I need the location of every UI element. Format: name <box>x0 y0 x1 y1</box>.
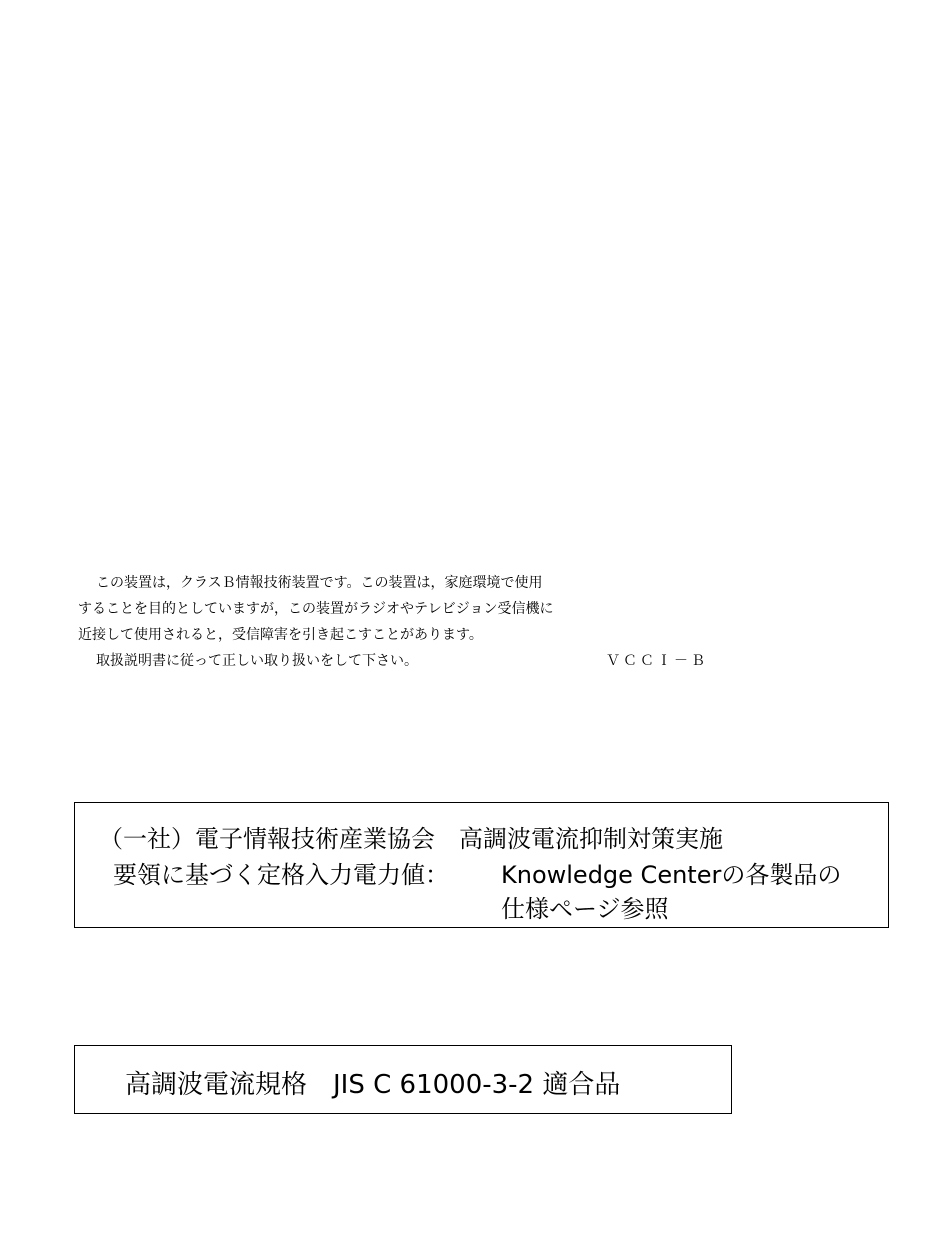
vcci-notice-line-1: この装置は，クラスＢ情報技術装置です。この装置は，家庭環境で使用 <box>96 575 543 591</box>
vcci-notice-line-4 <box>78 648 708 674</box>
vcci-notice-line-2: することを目的としていますが，この装置がラジオやテレビジョン受信機に <box>78 601 554 617</box>
vcci-class-mark: ＶＣＣＩ－Ｂ <box>606 653 708 669</box>
rated-input-power-label: 要領に基づく定格入力電力値： <box>113 861 449 889</box>
harmonic-notice-heading: （一社）電子情報技術産業協会 高調波電流抑制対策実施 <box>99 825 723 853</box>
rated-input-power-value-line-1: Knowledge Centerの各製品の <box>501 861 842 889</box>
vcci-instruction-text: 取扱説明書に従って正しい取り扱いをして下さい。 <box>96 653 418 669</box>
jis-compliance-box <box>74 1045 732 1114</box>
rated-input-power-value-line-2: 仕様ページ参照 <box>501 895 669 923</box>
jis-compliance-text: 高調波電流規格 JIS C 61000-3-2 適合品 <box>125 1070 621 1100</box>
vcci-notice <box>78 570 708 674</box>
vcci-notice-line-3: 近接して使用されると，受信障害を引き起こすことがあります。 <box>78 627 483 643</box>
harmonic-rating-notice-box <box>74 802 889 928</box>
